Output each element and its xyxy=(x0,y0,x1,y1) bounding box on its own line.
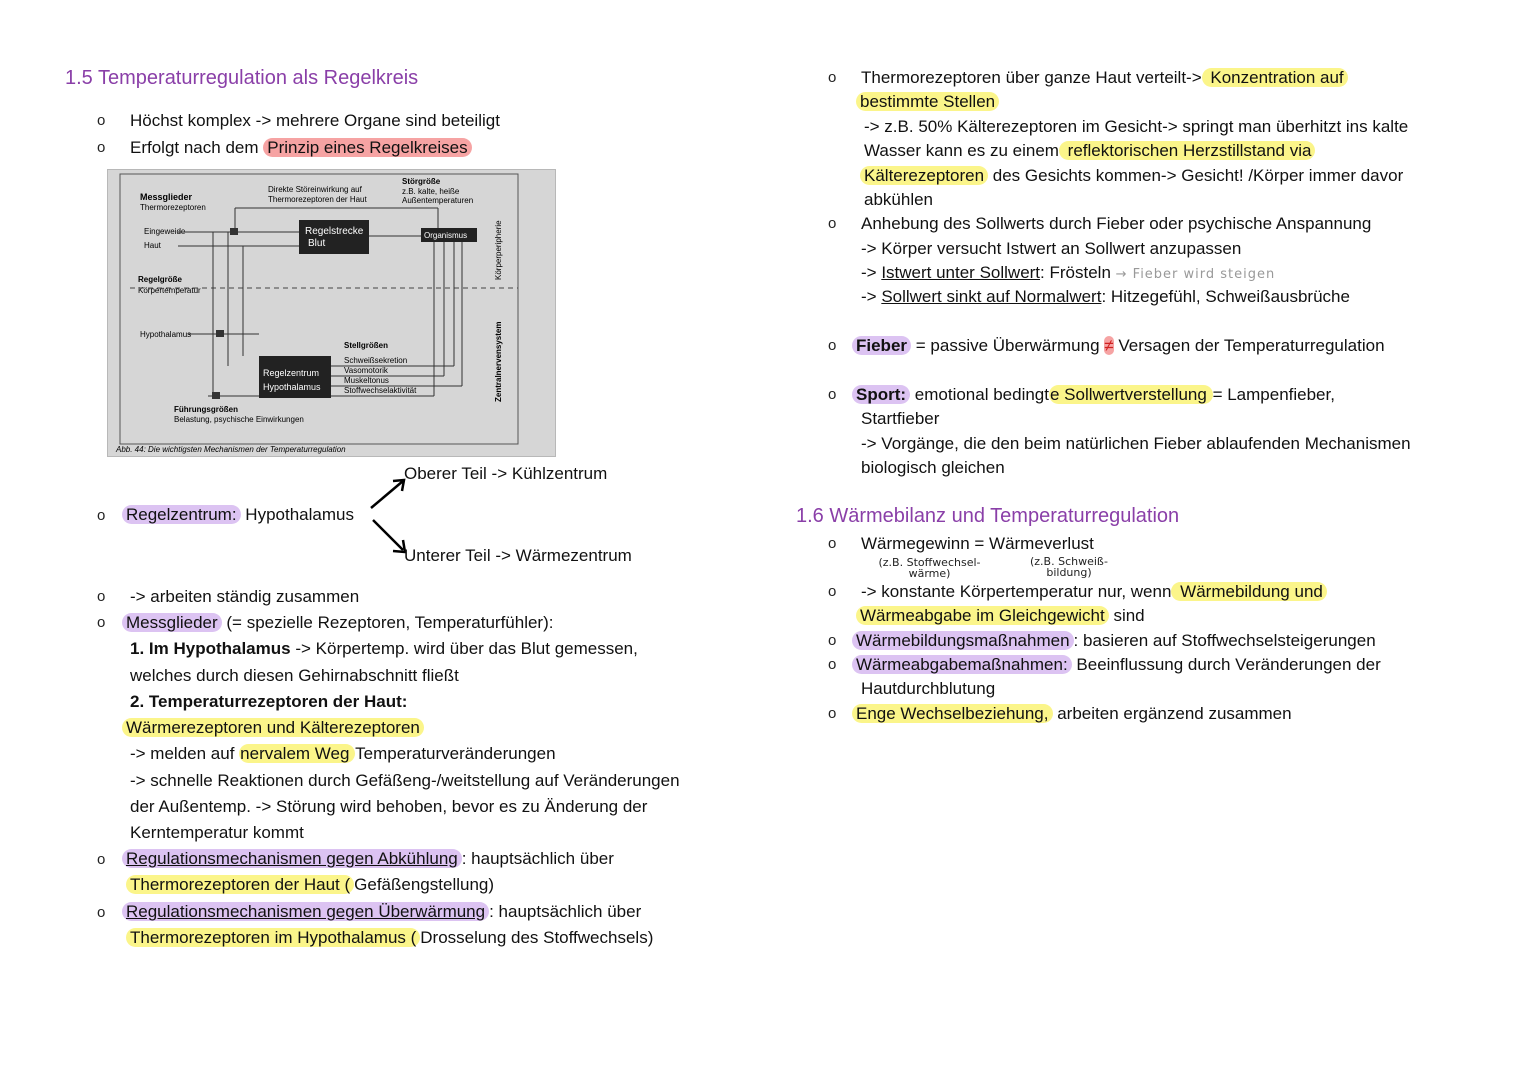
diagram-direkte-2: Thermorezeptoren der Haut xyxy=(268,195,367,204)
r2-l4-post: : Hitzegefühl, Schweißausbrüche xyxy=(1101,287,1350,306)
diagram-regelstrecke-2: Blut xyxy=(308,238,326,249)
r1-line-4 xyxy=(864,139,1315,163)
r1-line-2 xyxy=(856,90,999,114)
highlight-sollwertverstellung: e Sollwertverstellung xyxy=(1049,385,1212,404)
bullet: o xyxy=(97,851,106,868)
diagram-regelzentrum-1: Regelzentrum xyxy=(263,368,320,378)
schnell-line-2: der Außentemp. -> Störung wird behoben, bevor es zu Änderung der xyxy=(130,797,648,816)
r1-line-1 xyxy=(861,66,1348,90)
highlight-herzstillstand: reflektorischen Herzstillstand via xyxy=(1059,141,1315,160)
diagram-s2: Vasomotorik xyxy=(344,366,388,375)
item-fieber xyxy=(852,334,1385,358)
w3-text: : basieren auf Stoffwechselsteigerungen xyxy=(1073,631,1376,650)
bullet: o xyxy=(828,69,837,86)
highlight-gleichgewicht: Wärmeabgabe im Gleichgewicht xyxy=(856,606,1109,625)
highlight-fieber: Fieber xyxy=(852,336,911,355)
item-regelzentrum xyxy=(122,503,354,527)
r1-l5-post: des Gesichts kommen-> Gesicht! /Körper immer davor xyxy=(988,166,1404,185)
regelkreis-diagram xyxy=(108,170,555,456)
highlight-wechselbeziehung: Enge Wechselbeziehung, xyxy=(852,704,1053,723)
bullet: o xyxy=(97,139,106,156)
highlight-thermo-haut: Thermorezeptoren der Haut ( xyxy=(126,875,354,894)
diagram-fuehrung-2: Belastung, psychische Einwirkungen xyxy=(174,415,304,424)
bullet: o xyxy=(97,588,106,605)
w1-note-stoffwechsel xyxy=(857,557,1002,579)
highlight-abkuehlung: Regulationsmechanismen gegen Abkühlung xyxy=(122,849,462,868)
w2-pre: -> konstante Körpertemperatur nur, wenn xyxy=(861,582,1172,601)
diagram-regelgroesse: Regelgröße xyxy=(138,275,183,284)
diagram-direkte-1: Direkte Störeinwirkung auf xyxy=(268,185,362,194)
bullet: o xyxy=(97,507,106,524)
section-heading-1-5: 1.5 Temperaturregulation als Regelkreis xyxy=(65,67,419,89)
sport-post: = Lampenfieber, xyxy=(1212,385,1335,404)
unterer-teil: Unterer Teil -> Wärmezentrum xyxy=(404,546,632,565)
r2-l3-handwritten-note: → Fieber wird steigen xyxy=(1115,267,1276,282)
w1-note-1a: (z.B. Stoffwechsel- xyxy=(878,556,981,569)
w1-note-schweiss xyxy=(1014,556,1124,578)
w2-line-1 xyxy=(861,580,1327,604)
sport-line-2: Startfieber xyxy=(861,409,940,428)
abkuehlung-line-2 xyxy=(126,873,494,897)
highlight-prinzip: Prinzip eines Regelkreises xyxy=(263,138,471,157)
r2-l3-pre: -> xyxy=(861,263,882,282)
regelzentrum-text: Hypothalamus xyxy=(240,505,354,524)
diagram-thermorezeptoren: Thermorezeptoren xyxy=(140,203,206,212)
highlight-waermebildung: Wärmebildung und xyxy=(1171,582,1326,601)
w4-line-2: Hautdurchblutung xyxy=(861,679,996,698)
item-waermebildungsmassnahmen xyxy=(852,629,1376,653)
item-regelkreis-prefix: Erfolgt nach dem xyxy=(130,138,264,157)
diagram-zns: Zentralnervensystem xyxy=(494,321,503,402)
r1-line-6: abkühlen xyxy=(864,190,934,209)
bullet: o xyxy=(828,705,837,722)
item-sport xyxy=(852,383,1335,407)
item-waermeabgabemassnahmen xyxy=(852,653,1381,677)
highlight-waermebildungsmassnahmen: Wärmebildungsmaßnahmen xyxy=(852,631,1074,650)
diagram-s1: Schweißsekretion xyxy=(344,356,408,365)
diagram-fuehrung-1: Führungsgrößen xyxy=(174,405,238,414)
bullet: o xyxy=(828,656,837,673)
r1-l4-pre: Wasser kann es zu einem xyxy=(864,141,1059,160)
highlight-ueberwaermung: Regulationsmechanismen gegen Überwärmung xyxy=(122,902,489,921)
diagram-eingeweide: Eingeweide xyxy=(144,227,186,236)
regelkreis-diagram-photo xyxy=(107,169,556,457)
r2-line-3 xyxy=(861,261,1275,287)
r2-l3-underline: Istwert unter Sollwert xyxy=(881,263,1041,282)
w1-line: Wärmegewinn = Wärmeverlust xyxy=(861,534,1094,553)
diagram-caption: Abb. 44: Die wichtigsten Mechanismen der Temperaturregulation xyxy=(116,445,346,454)
r2-line-1: Anhebung des Sollwerts durch Fieber oder psychische Anspannung xyxy=(861,214,1372,233)
diagram-stoergroesse: Störgröße xyxy=(402,177,441,186)
bullet: o xyxy=(828,386,837,403)
melden-line xyxy=(130,742,556,766)
r2-l4-underline: Sollwert sinkt auf Normalwert xyxy=(881,287,1102,306)
item-messglieder xyxy=(122,611,553,635)
diagram-regelstrecke-1: Regelstrecke xyxy=(305,226,364,237)
bullet: o xyxy=(828,215,837,232)
highlight-konzentration: Konzentration auf xyxy=(1202,68,1348,87)
diagram-stellgroessen: Stellgrößen xyxy=(344,341,389,350)
abkuehlung-text: : hauptsächlich über xyxy=(461,849,614,868)
not-equal-mark: ≠ xyxy=(1104,336,1114,355)
bullet: o xyxy=(97,112,106,129)
sport-line-3: -> Vorgänge, die den beim natürlichen Fieber ablaufenden Mechanismen xyxy=(861,434,1411,453)
sport-text: emotional bedingt xyxy=(910,385,1049,404)
w2-line-2 xyxy=(856,604,1145,628)
highlight-thermo-hypo: Thermorezeptoren im Hypothalamus ( xyxy=(126,928,420,947)
haut-rezeptoren xyxy=(122,716,424,740)
r2-l4-pre: -> xyxy=(861,287,882,306)
r2-line-4 xyxy=(861,285,1350,309)
diagram-koerpertemp: Körpertemperatur xyxy=(138,286,201,295)
hypo-line-2: welches durch diesen Gehirnabschnitt fließt xyxy=(130,666,459,685)
item-abkuehlung xyxy=(122,847,614,871)
diagram-s3: Muskeltonus xyxy=(344,376,389,385)
melden-post: Temperaturveränderungen xyxy=(355,744,556,763)
abkuehlung-post: Gefäßengstellung) xyxy=(354,875,495,894)
item-wechselbeziehung xyxy=(852,702,1292,726)
ueberwaermung-line-2 xyxy=(126,926,653,950)
hypo-line-1 xyxy=(130,637,638,661)
highlight-messglieder: Messglieder xyxy=(122,613,222,632)
section-heading-1-6: 1.6 Wärmebilanz und Temperaturregulation xyxy=(796,505,1180,527)
melden-pre: -> melden auf xyxy=(130,744,240,763)
w1-note-1b: wärme) xyxy=(908,567,951,580)
r1-line-5 xyxy=(860,164,1403,188)
diagram-stoer-3: Außentemperaturen xyxy=(402,196,474,205)
w5-text: arbeiten ergänzend zusammen xyxy=(1052,704,1292,723)
diagram-haut: Haut xyxy=(144,241,161,250)
r1-line-3: -> z.B. 50% Kälterezeptoren im Gesicht-> springt man überhitzt ins kalte xyxy=(864,117,1409,136)
haut-heading: 2. Temperaturrezeptoren der Haut: xyxy=(130,692,408,711)
highlight-rezeptoren: Wärmerezeptoren und Kälterezeptoren xyxy=(122,718,424,737)
item-komplex: Höchst komplex -> mehrere Organe sind beteiligt xyxy=(130,111,500,130)
highlight-nervalem: nervalem Weg xyxy=(240,744,355,763)
bullet: o xyxy=(828,583,837,600)
diagram-regelzentrum-2: Hypothalamus xyxy=(263,382,321,392)
ueberwaermung-text: : hauptsächlich über xyxy=(489,902,642,921)
highlight-sport: Sport: xyxy=(852,385,910,404)
ueberwaermung-post: Drosselung des Stoffwechsels) xyxy=(420,928,654,947)
sport-line-4: biologisch gleichen xyxy=(861,458,1005,477)
r1-pre: Thermorezeptoren über ganze Haut verteilt-> xyxy=(861,68,1202,87)
w1-note-2a: (z.B. Schweiß- xyxy=(1029,555,1109,568)
w4-text: Beeinflussung durch Veränderungen der xyxy=(1071,655,1381,674)
diagram-s4: Stoffwechselaktivität xyxy=(344,386,417,395)
r2-line-2: -> Körper versucht Istwert an Sollwert anzupassen xyxy=(861,239,1242,258)
highlight-stellen: bestimmte Stellen xyxy=(856,92,999,111)
w1-note-2b: bildung) xyxy=(1046,566,1092,579)
schnell-line-1: -> schnelle Reaktionen durch Gefäßeng-/weitstellung auf Veränderungen xyxy=(130,771,680,790)
bullet: o xyxy=(828,337,837,354)
highlight-kaelterezeptoren: Kälterezeptoren xyxy=(860,166,988,185)
messglieder-text: (= spezielle Rezeptoren, Temperaturfühler): xyxy=(221,613,554,632)
fieber-post: Versagen der Temperaturregulation xyxy=(1113,336,1385,355)
item-ueberwaermung xyxy=(122,900,641,924)
bullet: o xyxy=(97,614,106,631)
schnell-line-3: Kerntemperatur kommt xyxy=(130,823,304,842)
item-zusammen: -> arbeiten ständig zusammen xyxy=(130,587,360,606)
diagram-koerperperipherie: Körperperipherie xyxy=(494,220,503,280)
diagram-organismus: Organismus xyxy=(424,231,468,240)
diagram-messglieder: Messglieder xyxy=(140,192,193,202)
highlight-waermeabgabemassnahmen: Wärmeabgabemaßnahmen: xyxy=(852,655,1072,674)
diagram-hypothalamus: Hypothalamus xyxy=(140,330,192,339)
w2-post: sind xyxy=(1108,606,1145,625)
highlight-regelzentrum: Regelzentrum: xyxy=(122,505,241,524)
item-regelkreis xyxy=(130,136,472,160)
bullet: o xyxy=(828,632,837,649)
bullet: o xyxy=(97,904,106,921)
oberer-teil: Oberer Teil -> Kühlzentrum xyxy=(404,464,608,483)
diagram-stoer-2: z.B. kalte, heiße xyxy=(402,187,460,196)
hypo-text: -> Körpertemp. wird über das Blut gemessen, xyxy=(290,639,638,658)
r2-l3-post: : Frösteln xyxy=(1040,263,1116,282)
bullet: o xyxy=(828,535,837,552)
hypo-bold: 1. Im Hypothalamus xyxy=(130,639,291,658)
fieber-text: = passive Überwärmung xyxy=(911,336,1105,355)
